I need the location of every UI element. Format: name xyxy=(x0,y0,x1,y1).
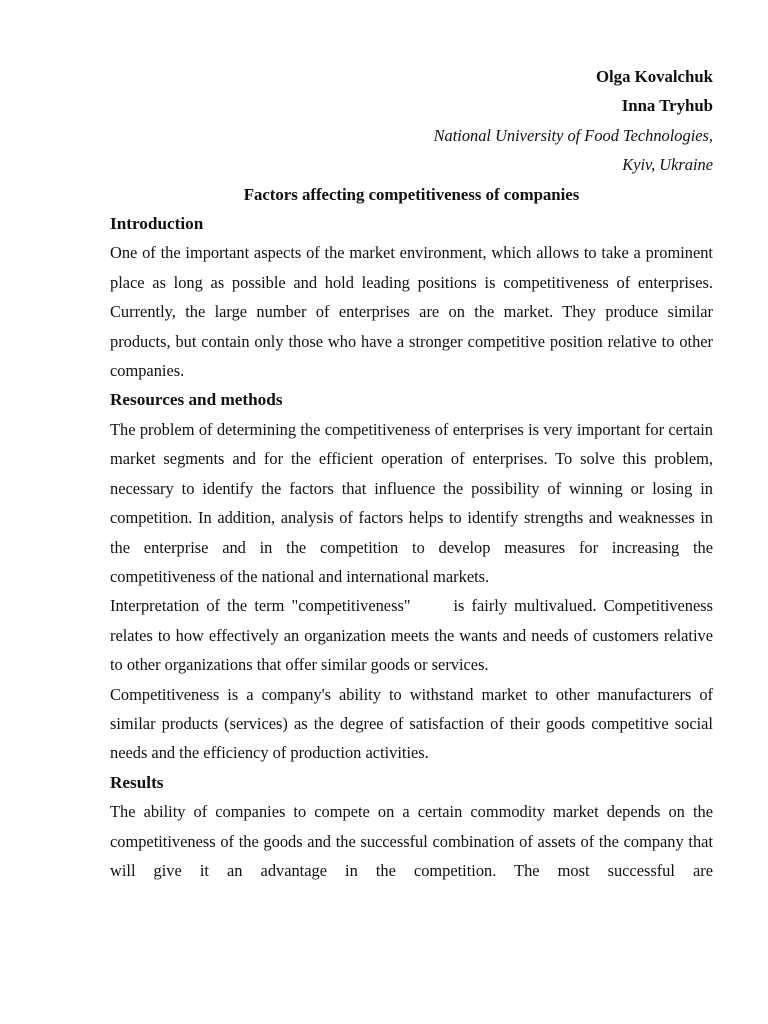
paragraph-introduction: One of the important aspects of the market environment, which allows to take a prominent place as long as possible and hold leading positions is competitiveness of enterprises. Currently, the large number of enterprises are on the market. They produce similar products, but contain only those who have a stronger competitive position relative to other companies. xyxy=(110,243,713,381)
section-heading-introduction: Introduction xyxy=(110,214,204,234)
affiliation-location: Kyiv, Ukraine xyxy=(622,155,713,175)
paragraph-results: The ability of companies to compete on a certain commodity market depends on the competitiveness of the goods and the successful combination of assets of the company that will give it an advantage in the competition. The most successful are xyxy=(110,802,713,880)
paper-title: Factors affecting competitiveness of companies xyxy=(243,184,580,204)
paragraph-resources-problem: The problem of determining the competitiveness of enterprises is very important for certain market segments and for the efficient operation of enterprises. To solve this problem, necessary to identify the factors that influence the possibility of winning or losing in competition. In addition, analysis of factors helps to identify strengths and weaknesses in the enterprise and in the competition to develop measures for increasing the competitiveness of the national and international markets. xyxy=(110,419,713,586)
paragraph-resources-definition: Competitiveness is a company's ability to withstand market to other manufacturers of similar products (services) as the degree of satisfaction of their goods competitive social needs and the efficiency of production activities. xyxy=(110,684,713,763)
author-name: Inna Tryhub xyxy=(621,96,713,116)
section-heading-resources: Resources and methods xyxy=(110,390,283,410)
section-heading-results: Results xyxy=(110,772,164,792)
paragraph-resources-interpretation: Interpretation of the term "competitiveness" is fairly multivalued. Competitiveness relates to how effectively an organization meets the wants and needs of customers relative to other organizations that offer similar goods or services. xyxy=(110,596,718,675)
affiliation-line: National University of Food Technologies, xyxy=(433,125,713,145)
document-page xyxy=(110,62,718,885)
author-name: Olga Kovalchuk xyxy=(595,67,713,86)
